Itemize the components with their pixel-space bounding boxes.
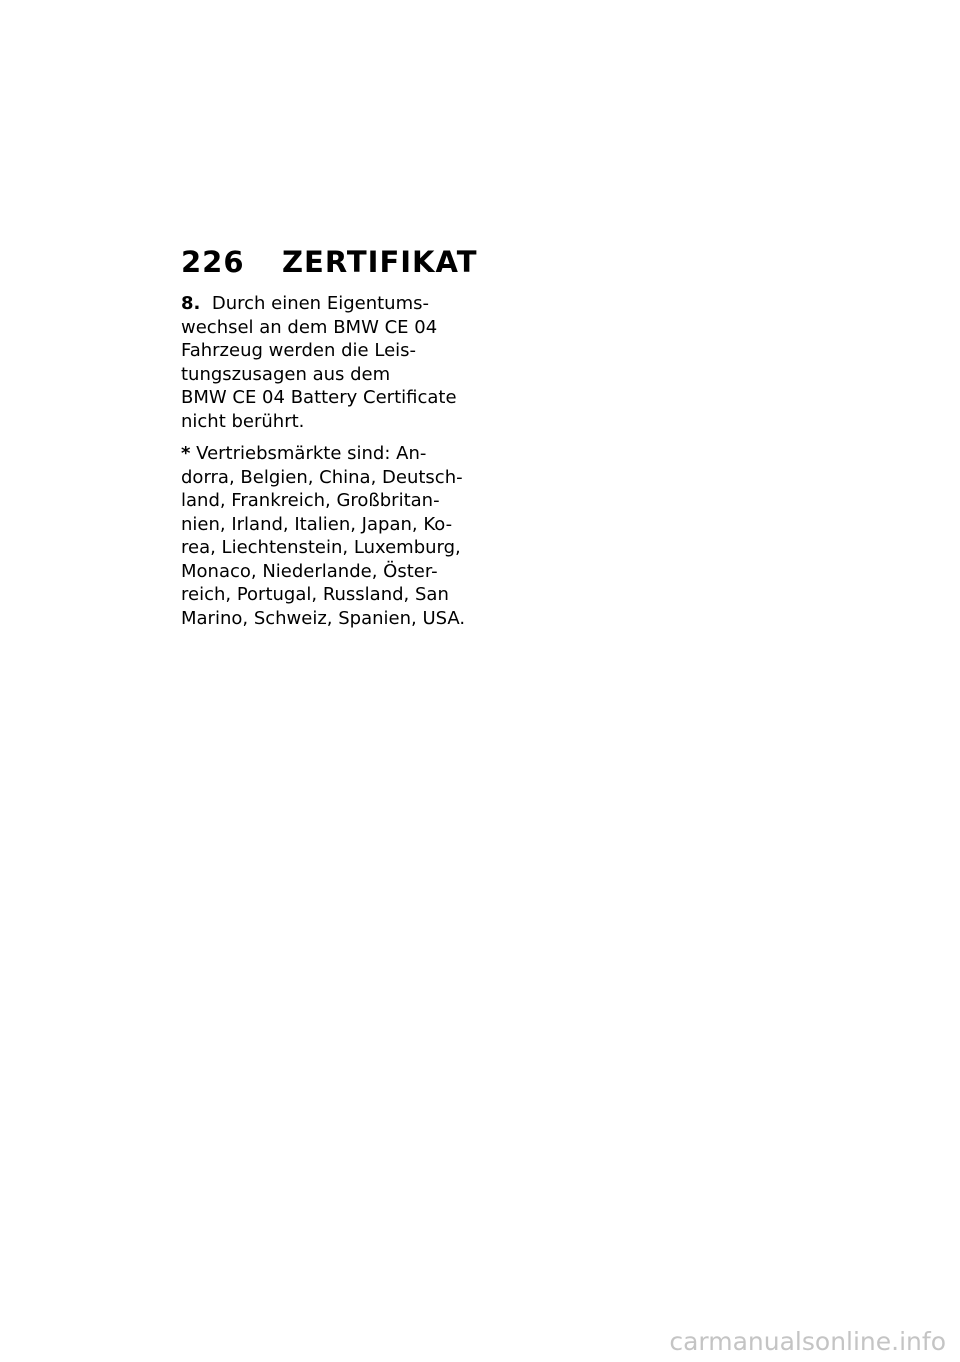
text-line	[181, 442, 471, 466]
text-line-content: Vertriebsmärkte sind: An-	[196, 443, 427, 464]
item-marker: 8.	[181, 293, 201, 314]
text-line: dorra, Belgien, China, Deutsch-	[181, 466, 463, 488]
page-header	[181, 244, 481, 280]
text-line: Monaco, Niederlande, Öster-	[181, 560, 438, 582]
text-line: BMW CE 04 Battery Certificate	[181, 387, 457, 408]
page-number: 226	[181, 245, 245, 279]
text-line: wechsel an dem BMW CE 04	[181, 316, 438, 338]
text-line: rea, Liechtenstein, Luxemburg,	[181, 537, 461, 558]
text-line: reich, Portugal, Russland, San	[181, 584, 449, 605]
footnote-paragraph	[181, 442, 471, 630]
text-line: land, Frankreich, Großbritan-	[181, 490, 440, 511]
item-8-paragraph	[181, 292, 471, 433]
text-line-content: Durch einen Eigentums-	[211, 293, 429, 314]
page-content	[181, 292, 471, 639]
watermark: carmanualsonline.info	[669, 1327, 946, 1356]
text-line: nien, Irland, Italien, Japan, Ko-	[181, 513, 453, 535]
section-title: ZERTIFIKAT	[282, 245, 478, 279]
text-line: Marino, Schweiz, Spanien, USA.	[181, 607, 466, 629]
text-line: tungszusagen aus dem	[181, 363, 391, 385]
text-line	[181, 292, 471, 316]
text-line: nicht berührt.	[181, 410, 305, 432]
footnote-marker: *	[181, 443, 191, 464]
text-line: Fahrzeug werden die Leis-	[181, 340, 417, 361]
